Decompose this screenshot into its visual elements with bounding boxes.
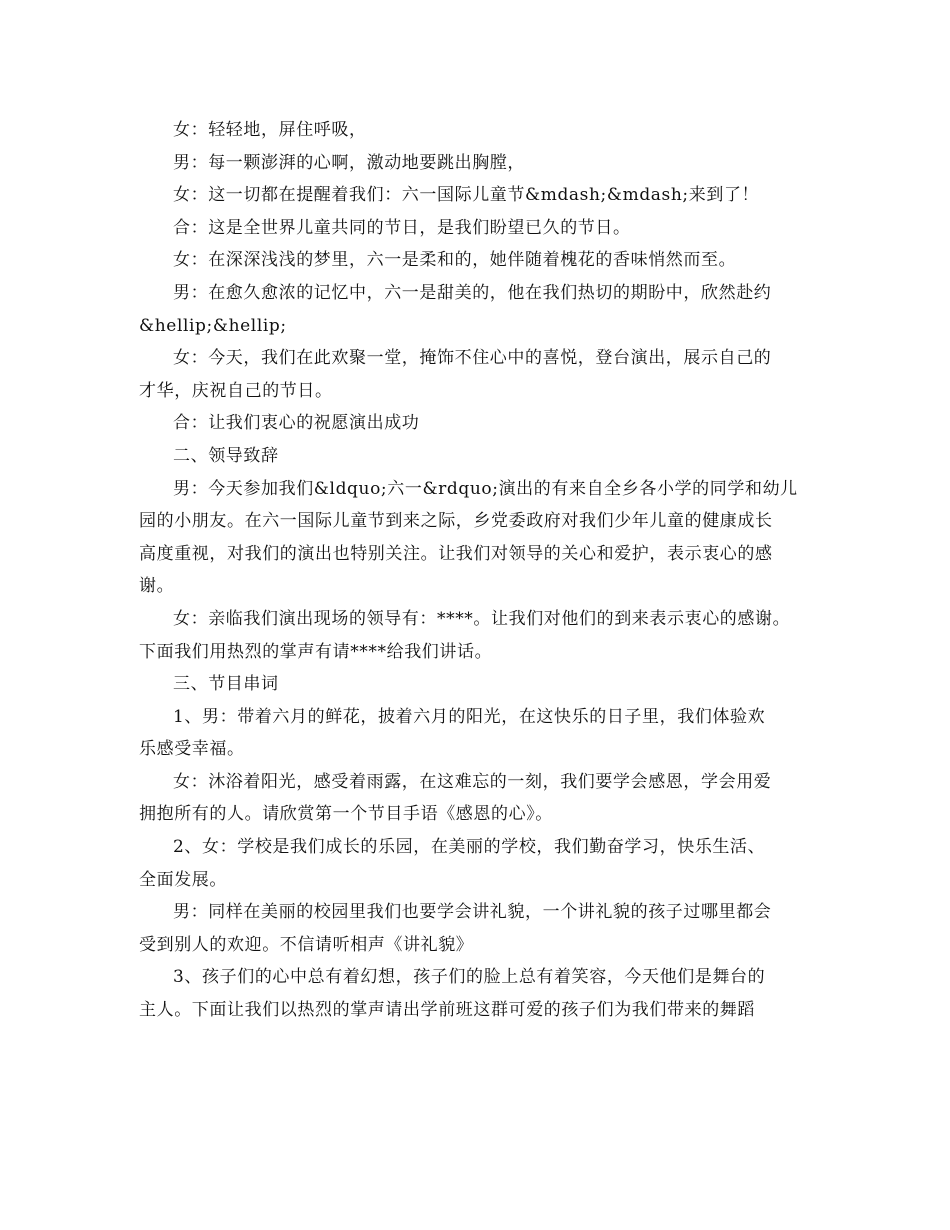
text-line: 3、孩子们的心中总有着幻想，孩子们的脸上总有着笑容，今天他们是舞台的 (173, 967, 766, 988)
paragraph-p3 (139, 179, 819, 212)
paragraph-p17 (139, 961, 819, 1026)
text-line: 三、节目串词 (173, 674, 279, 695)
text-line: 主人。下面让我们以热烈的掌声请出学前班这群可爱的孩子们为我们带来的舞蹈 (139, 1000, 755, 1021)
paragraph-p15 (139, 831, 819, 896)
text-line: 下面我们用热烈的掌声有请****给我们讲话。 (139, 641, 493, 662)
paragraph-p7 (139, 342, 819, 407)
text-line: 拥抱所有的人。请欣赏第一个节目手语《感恩的心》。 (139, 804, 553, 825)
text-line: 合：这是全世界儿童共同的节日，是我们盼望已久的节日。 (173, 217, 631, 238)
text-line: 男：每一颗澎湃的心啊，激动地要跳出胸膛， (173, 152, 525, 173)
text-line: 合：让我们衷心的祝愿演出成功 (173, 413, 420, 434)
paragraph-p13 (139, 701, 819, 766)
document-page (139, 114, 819, 1027)
text-line: 二、领导致辞 (173, 445, 279, 466)
text-line: 女：这一切都在提醒着我们：六一国际儿童节&mdash;&mdash;来到了！ (173, 185, 760, 206)
text-line: 全面发展。 (139, 869, 227, 890)
section-heading-program-script (139, 668, 819, 701)
text-line: 女：沐浴着阳光，感受着雨露，在这难忘的一刻，我们要学会感恩，学会用爱 (173, 771, 772, 792)
paragraph-p1 (139, 114, 819, 147)
paragraph-p14 (139, 766, 819, 831)
text-line: 男：同样在美丽的校园里我们也要学会讲礼貌，一个讲礼貌的孩子过哪里都会 (173, 902, 772, 923)
paragraph-p2 (139, 147, 819, 180)
text-line: 2、女：学校是我们成长的乐园，在美丽的学校，我们勤奋学习，快乐生活、 (173, 837, 766, 858)
text-line: 高度重视，对我们的演出也特别关注。让我们对领导的关心和爱护，表示衷心的感 (139, 543, 773, 564)
text-line: 男：今天参加我们&ldquo;六一&rdquo;演出的有来自全乡各小学的同学和幼儿 (173, 478, 798, 499)
text-line: 1、男：带着六月的鲜花，披着六月的阳光，在这快乐的日子里，我们体验欢 (173, 706, 766, 727)
text-line: 乐感受幸福。 (139, 739, 245, 760)
text-line: 女：亲临我们演出现场的领导有：****。让我们对他们的到来表示衷心的感谢。 (173, 608, 791, 629)
text-line: 男：在愈久愈浓的记忆中，六一是甜美的，他在我们热切的期盼中，欣然赴约 (173, 282, 772, 303)
text-line: 才华，庆祝自己的节日。 (139, 380, 333, 401)
text-line: &hellip;&hellip; (139, 315, 287, 336)
text-line: 谢。 (139, 576, 175, 597)
section-heading-leaders-speech (139, 440, 819, 473)
text-line: 女：今天，我们在此欢聚一堂，掩饰不住心中的喜悦，登台演出，展示自己的 (173, 348, 772, 369)
paragraph-p16 (139, 896, 819, 961)
paragraph-p10 (139, 473, 819, 603)
text-line: 女：在深深浅浅的梦里，六一是柔和的，她伴随着槐花的香味悄然而至。 (173, 250, 737, 271)
text-line: 园的小朋友。在六一国际儿童节到来之际，乡党委政府对我们少年儿童的健康成长 (139, 511, 773, 532)
paragraph-p8 (139, 407, 819, 440)
paragraph-p6 (139, 277, 819, 342)
text-line: 女：轻轻地，屏住呼吸， (173, 120, 367, 140)
text-line: 受到别人的欢迎。不信请听相声《讲礼貌》 (139, 934, 474, 955)
paragraph-p11 (139, 603, 819, 668)
paragraph-p5 (139, 244, 819, 277)
paragraph-p4 (139, 212, 819, 245)
